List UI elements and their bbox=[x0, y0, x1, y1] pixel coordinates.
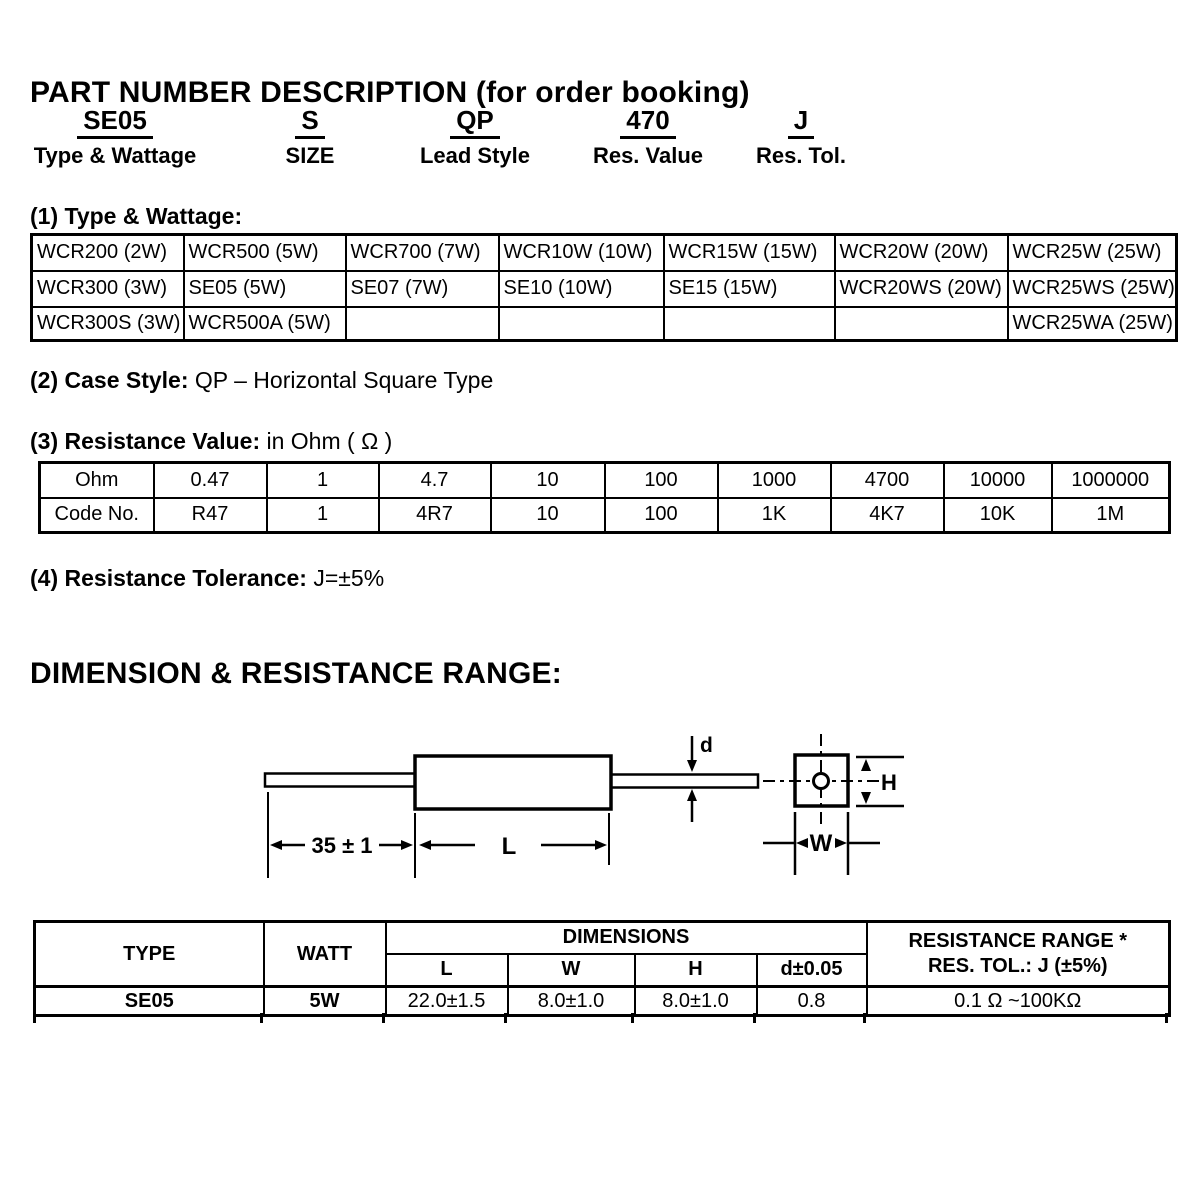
pn-label-res-value: Res. Value bbox=[592, 142, 704, 168]
arrow-right-icon bbox=[401, 840, 413, 850]
cell-d: 0.8 bbox=[757, 987, 867, 1016]
cell-type: SE05 bbox=[35, 987, 264, 1016]
resistor-left-lead bbox=[265, 774, 417, 787]
table-cell: WCR200 (2W) bbox=[32, 235, 184, 271]
section2-value: QP – Horizontal Square Type bbox=[194, 367, 494, 393]
table-cell: 1 bbox=[267, 498, 379, 533]
section4-heading bbox=[30, 565, 384, 592]
label-body-length: L bbox=[501, 833, 517, 860]
pn-code-res-value: 470 bbox=[620, 106, 675, 139]
table-cell: SE07 (7W) bbox=[346, 271, 499, 307]
pn-label-type: Type & Wattage bbox=[33, 142, 197, 168]
dimension-section-heading: DIMENSION & RESISTANCE RANGE: bbox=[30, 657, 562, 690]
col-header-type: TYPE bbox=[35, 922, 264, 987]
col-header-l: L bbox=[386, 954, 508, 987]
label-lead-length: 35 ± 1 bbox=[311, 833, 373, 858]
table-row bbox=[32, 235, 1177, 271]
label-body-width: W bbox=[809, 830, 833, 857]
table-cell: 1000000 bbox=[1052, 463, 1170, 498]
table-cell: SE10 (10W) bbox=[499, 271, 664, 307]
table-cell bbox=[835, 307, 1008, 341]
table-cell: Ohm bbox=[40, 463, 154, 498]
cell-l: 22.0±1.5 bbox=[386, 987, 508, 1016]
dimension-drawing bbox=[0, 700, 1200, 900]
section4-label: (4) Resistance Tolerance: bbox=[30, 565, 307, 591]
section2-heading bbox=[30, 367, 493, 394]
type-wattage-table bbox=[30, 233, 1178, 342]
col-header-dimensions: DIMENSIONS bbox=[386, 922, 867, 954]
table-cell: WCR25W (25W) bbox=[1008, 235, 1177, 271]
table-cell: 4.7 bbox=[379, 463, 491, 498]
table-cell: 1K bbox=[718, 498, 831, 533]
pn-segment-lead-style bbox=[405, 106, 545, 169]
table-cell: 10K bbox=[944, 498, 1052, 533]
section2-label: (2) Case Style: bbox=[30, 367, 189, 393]
table-cell: 4R7 bbox=[379, 498, 491, 533]
table-cell: R47 bbox=[154, 498, 267, 533]
section4-value: J=±5% bbox=[313, 565, 385, 591]
table-cell bbox=[499, 307, 664, 341]
pn-code-type: SE05 bbox=[77, 106, 153, 139]
table-cell: 1 bbox=[267, 463, 379, 498]
table-cell: WCR20WS (20W) bbox=[835, 271, 1008, 307]
col-header-d: d±0.05 bbox=[757, 954, 867, 987]
table-cell: WCR25WA (25W) bbox=[1008, 307, 1177, 341]
arrow-down-icon bbox=[861, 792, 871, 804]
cell-watt: 5W bbox=[264, 987, 386, 1016]
pn-code-size: S bbox=[295, 106, 324, 139]
arrow-right-icon bbox=[835, 838, 847, 848]
arrow-left-icon bbox=[796, 838, 808, 848]
pn-code-res-tol: J bbox=[788, 106, 814, 139]
table-row bbox=[40, 463, 1170, 498]
table-cell: WCR15W (15W) bbox=[664, 235, 835, 271]
table-row bbox=[32, 271, 1177, 307]
table-cell: WCR10W (10W) bbox=[499, 235, 664, 271]
section1-heading: (1) Type & Wattage: bbox=[30, 203, 243, 229]
table-cell: SE15 (15W) bbox=[664, 271, 835, 307]
table-continuation-stub bbox=[33, 1013, 1168, 1023]
pn-code-lead-style: QP bbox=[450, 106, 500, 139]
arrow-right-icon bbox=[595, 840, 607, 850]
section3-unit-note: in Ohm ( Ω ) bbox=[266, 428, 393, 454]
spec-table bbox=[33, 920, 1171, 1017]
section3-label: (3) Resistance Value: bbox=[30, 428, 261, 454]
part-number-breakdown bbox=[0, 106, 1200, 170]
col-header-resistance-range bbox=[867, 922, 1170, 987]
table-cell: WCR500A (5W) bbox=[184, 307, 346, 341]
table-cell: 10 bbox=[491, 498, 605, 533]
table-cell: 100 bbox=[605, 463, 718, 498]
arrow-down-icon bbox=[687, 760, 697, 772]
arrow-up-icon bbox=[861, 759, 871, 771]
table-cell bbox=[346, 307, 499, 341]
table-row bbox=[40, 498, 1170, 533]
table-cell: 10 bbox=[491, 463, 605, 498]
page-title: PART NUMBER DESCRIPTION (for order booking) bbox=[30, 76, 750, 109]
table-row bbox=[35, 987, 1170, 1016]
col-header-w: W bbox=[508, 954, 635, 987]
table-cell: WCR25WS (25W) bbox=[1008, 271, 1177, 307]
col-header-watt: WATT bbox=[264, 922, 386, 987]
table-cell: 0.47 bbox=[154, 463, 267, 498]
pn-label-res-tol: Res. Tol. bbox=[755, 142, 847, 168]
table-cell: Code No. bbox=[40, 498, 154, 533]
resistance-range-line2: RES. TOL.: J (±5%) bbox=[927, 955, 1108, 977]
lead-hole bbox=[814, 774, 829, 789]
resistance-range-line1: RESISTANCE RANGE * bbox=[908, 930, 1128, 952]
table-cell bbox=[664, 307, 835, 341]
table-cell: WCR20W (20W) bbox=[835, 235, 1008, 271]
pn-label-lead-style: Lead Style bbox=[419, 142, 531, 168]
label-body-height: H bbox=[881, 770, 897, 795]
table-cell: 100 bbox=[605, 498, 718, 533]
table-cell: WCR700 (7W) bbox=[346, 235, 499, 271]
table-cell: 4700 bbox=[831, 463, 944, 498]
table-cell: 4K7 bbox=[831, 498, 944, 533]
label-lead-diameter: d bbox=[700, 734, 713, 757]
resistor-body bbox=[415, 756, 611, 809]
arrow-left-icon bbox=[419, 840, 431, 850]
table-cell: 1M bbox=[1052, 498, 1170, 533]
cell-h: 8.0±1.0 bbox=[635, 987, 757, 1016]
table-header-row bbox=[35, 922, 1170, 954]
cell-range: 0.1 Ω ~100KΩ bbox=[867, 987, 1170, 1016]
pn-segment-res-value bbox=[578, 106, 718, 169]
pn-segment-res-tol bbox=[742, 106, 860, 169]
col-header-h: H bbox=[635, 954, 757, 987]
arrow-left-icon bbox=[270, 840, 282, 850]
table-cell: 1000 bbox=[718, 463, 831, 498]
pn-label-size: SIZE bbox=[285, 142, 335, 168]
table-cell: WCR300 (3W) bbox=[32, 271, 184, 307]
pn-segment-type bbox=[25, 106, 205, 169]
table-cell: WCR300S (3W) bbox=[32, 307, 184, 341]
section3-heading bbox=[30, 428, 392, 455]
pn-segment-size bbox=[265, 106, 355, 169]
table-cell: 10000 bbox=[944, 463, 1052, 498]
table-row bbox=[32, 307, 1177, 341]
cell-w: 8.0±1.0 bbox=[508, 987, 635, 1016]
table-cell: WCR500 (5W) bbox=[184, 235, 346, 271]
resistor-right-lead bbox=[610, 775, 758, 788]
table-cell: SE05 (5W) bbox=[184, 271, 346, 307]
arrow-up-icon bbox=[687, 789, 697, 801]
resistance-value-table bbox=[38, 461, 1171, 534]
